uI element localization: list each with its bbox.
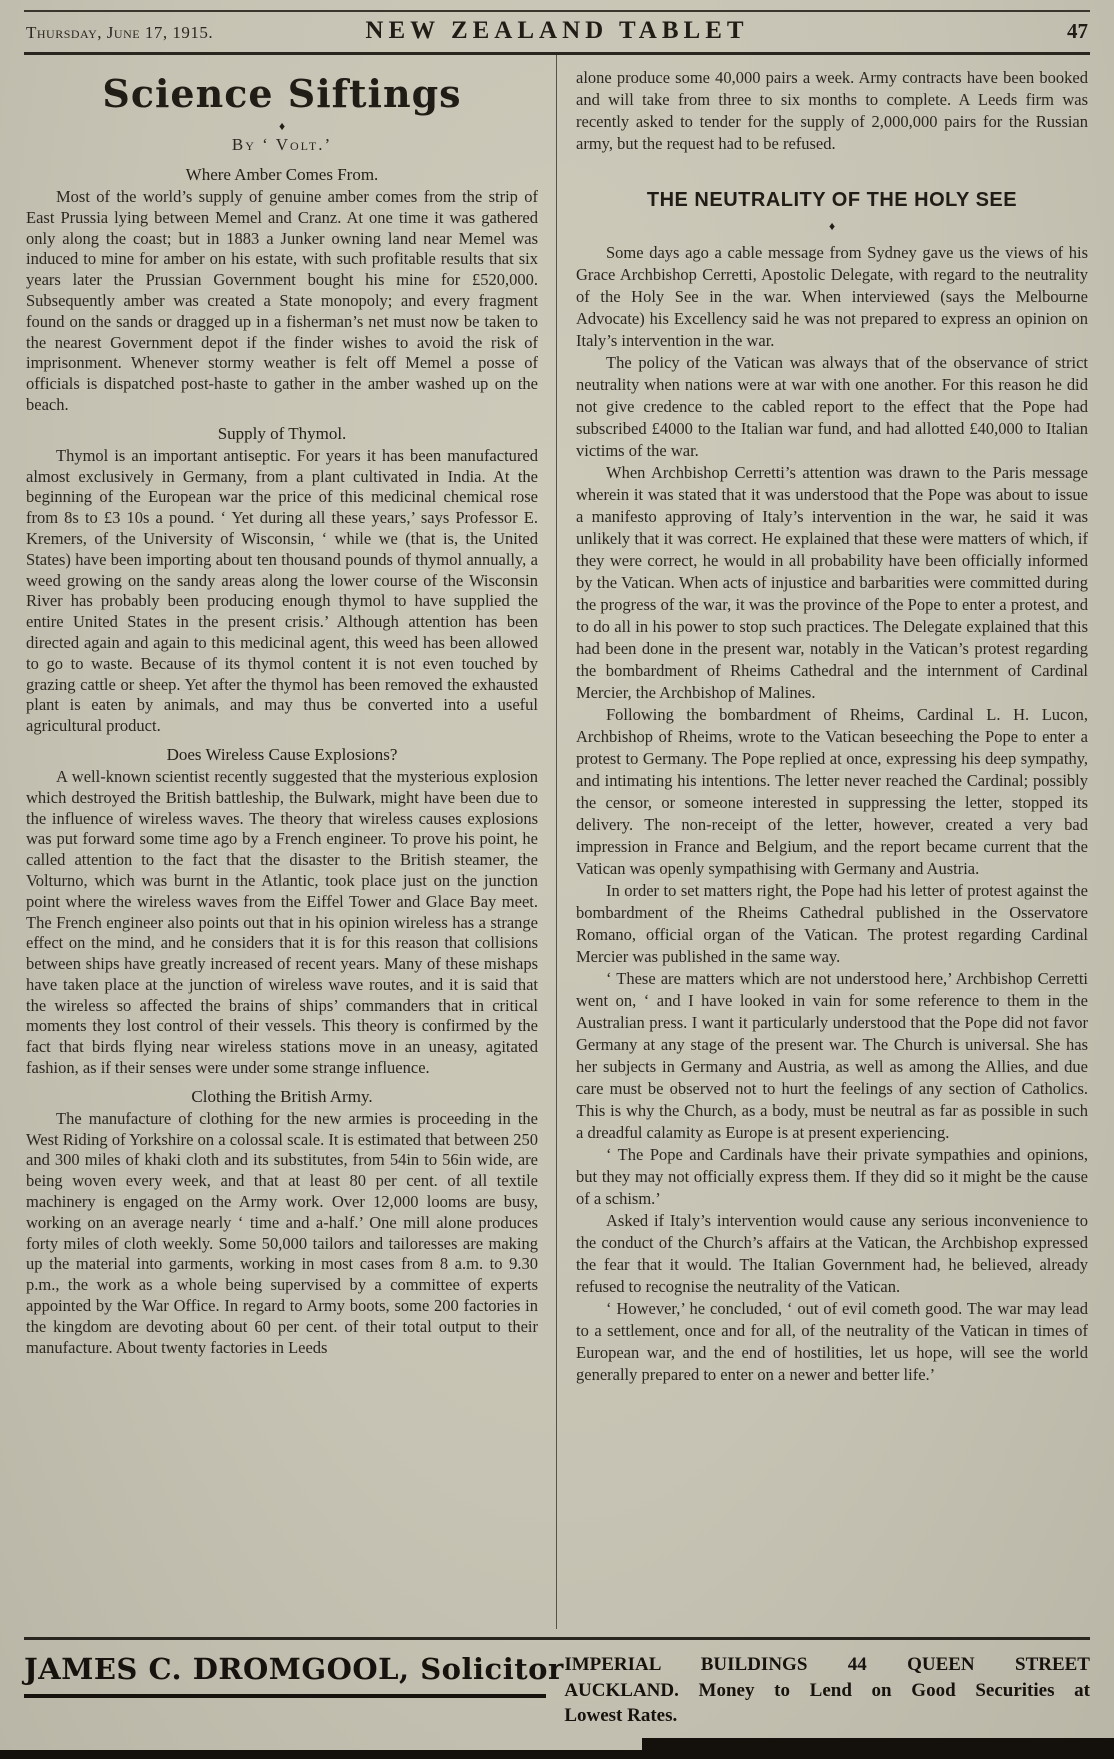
paragraph-neutrality-6: ‘ These are matters which are not understood here,’ Archbishop Cerretti went on, ‘ and I have looked in vain for some reference to them in the Australian press. I want it particularly understood that the Pope did not favor Germany at any stage of the present war. The Church is universal. She has her subjects in Germany and Austria, as well as among the Allies, and due care must be observed not to hurt the feelings of any section of Catholics. This is why the Church, as a body, must be neutral as far as possible in such a dreadful calamity as Europe is at present experiencing. [576,969,1088,1142]
address-line-3: Lowest Rates. [564,1705,678,1727]
right-column [556,55,1090,1629]
diamond-ornament-icon: ♦ [278,119,286,133]
section-heading-amber: Where Amber Comes From. [185,165,379,184]
paragraph-neutrality-7: ‘ The Pope and Cardinals have their private sympathies and opinions, but they may not officially express them. If they did so it might be the cause of a schism.’ [576,1145,1088,1208]
article-title-neutrality-holy-see: THE NEUTRALITY OF THE HOLY SEE [646,189,1018,211]
masthead [24,10,1090,55]
paragraph-amber: Most of the world’s supply of genuine amber comes from the strip of East Prussia lying between Memel and Cranz. At one time it was gathered only along the coast; but in 1883 a Junker owning land near Memel was induced to mine for amber on his estate, with such profitable results that six years later the Prussian Government bought his mine for £520,000. Subsequently amber was created a State monopoly; and every fragment found on the sands or dragged up in a fisherman’s net must now be taken to the nearest Government depot if the finder wishes to avoid the risk of imprisonment. Whenever stormy weather is felt off Memel a posse of officials is dispatched post-haste to gather in the amber washed up on the beach. [26,187,538,414]
page-columns [24,55,1090,1629]
advertiser-name: JAMES C. DROMGOOL, Solicitor [24,1652,546,1698]
newspaper-title: NEW ZEALAND TABLET [365,17,749,44]
section-heading-clothing: Clothing the British Army. [191,1086,373,1106]
scan-artifact-bar [0,1750,1114,1759]
paragraph-neutrality-1: Some days ago a cable message from Sydney gave us the views of his Grace Archbishop Cerretti, Apostolic Delegate, with regard to the neutrality of the Holy See in the war. When interviewed (says the Melbourne Advocate) his Excellency said he was not prepared to express an opinion on Italy’s intervention in the war. [576,243,1088,350]
address-line-2: AUCKLAND. Money to Lend on Good Securities at [564,1679,1090,1701]
address-line-1: IMPERIAL BUILDINGS 44 QUEEN STREET [564,1654,1090,1676]
byline-volt: By ‘ Volt.’ [231,135,333,154]
paragraph-thymol: Thymol is an important antiseptic. For years it has been manufactured almost exclusively in Germany, from a plant cultivated in India. At the beginning of the European war the price of this medicinal chemical rose from 8s to £3 10s a pound. ‘ Yet during all these years,’ says Professor E. Kremers, of the University of Wisconsin, ‘ while we (that is, the United States) have been importing about ten thousand pounds of thymol annually, a weed growing on the sandy areas along the lower course of the Wisconsin River has probably been producing enough thymol to have supplied the entire United States in the present crisis.’ Although attention has been directed again and again to this medicinal agent, this weed has been allowed to go to waste. Because of its thymol content it is not even touched by grazing cattle or sheep. Yet after the thymol has been removed the exhausted plant is eaten by animals, and may thus be converted into a useful agricultural product. [26,445,538,736]
paragraph-clothing: The manufacture of clothing for the new armies is proceeding in the West Riding of Yorkshire on a colossal scale. It is estimated that between 250 and 300 miles of khaki cloth and its substitutes, from 54in to 56in wide, are being woven every week, and that at least 80 per cent. of all textile machinery is engaged on the Army work. Over 12,000 looms are busy, working on an average nearly ‘ time and a-half.’ One mill alone produces forty miles of cloth weekly. Some 50,000 tailors and tailoresses are making up the material into garments, working in most cases from 8 a.m. to 9.30 p.m., the work as a whole being supervised by a committee of experts appointed by the War Office. In regard to Army boots, some 200 factories in the kingdom are devoting about 60 per cent. of their total output to their manufacture. About twenty factories in Leeds [26,1108,538,1357]
section-heading-wireless: Does Wireless Cause Explosions? [166,744,398,764]
paragraph-neutrality-2: The policy of the Vatican was always that of the observance of strict neutrality when nations were at war with one another. For this reason he did not give credence to the cabled report to the effect that the Pope had subscribed £4000 to the Italian war fund, and had allotted £40,000 to Italian victims of the war. [576,353,1088,460]
paragraph-wireless: A well-known scientist recently suggested that the mysterious explosion which destroyed the British battleship, the Bulwark, might have been due to the influence of wireless waves. The theory that wireless causes explosions was put forward some time ago by a French engineer. To prove his point, he called attention to the fact that the disaster to the British steamer, the Volturno, which was burnt in the Atlantic, took place just on the junction point where the wireless waves from the Eiffel Tower and Glace Bay meet. The French engineer also points out that in his opinion wireless has a strange effect on the mind, and he considers that it is for this reason that collisions between ships have greatly increased of recent years. Many of these mishaps have taken place at the junction of wireless wave routes, and it is said that the wireless so affected the brains of ships’ commanders that in critical moments they lost control of their vessels. This theory is confirmed by the fact that birds flying near wireless stations move in an uneasy, agitated fashion, as if their senses were under some strange influence. [26,766,538,1078]
diamond-ornament-icon: ♦ [828,219,836,233]
left-column [24,55,556,1629]
advertiser-address [546,1652,1090,1729]
footer-advertisement [24,1637,1090,1729]
paragraph-neutrality-8: Asked if Italy’s intervention would cause any serious inconvenience to the conduct of the Church’s affairs at the Vatican, the Archbishop expressed the fear that it would. The Italian Government had, he believed, already refused to recognise the neutrality of the Vatican. [576,1211,1088,1296]
paragraph-boots-continuation: alone produce some 40,000 pairs a week. Army contracts have been booked and will take from three to six months to complete. A Leeds firm was recently asked to tender for the supply of 2,000,000 pairs for the Russian army, but the request had to be refused. [576,68,1088,153]
paragraph-neutrality-5: In order to set matters right, the Pope had his letter of protest against the bombardment of the Rheims Cathedral published in the Osservatore Romano, official organ of the Vatican. The protest regarding Cardinal Mercier was published in the same way. [576,881,1088,966]
article-title-science-siftings: Science Siftings [102,71,462,116]
paragraph-neutrality-3: When Archbishop Cerretti’s attention was drawn to the Paris message wherein it was stated that it was understood that the Pope was about to issue a manifesto approving of Italy’s intervention in the war, he said it was unlikely that it was correct. He explained that these were matters of which, if they were correct, he would in all probability have been officially informed by the Vatican. When acts of injustice and barbarities were committed during the progress of the war, it was the province of the Pope to enter a protest, and to do all in his power to stop such practices. The Delegate explained that this had been done in the present war, notably in the Vatican’s protest regarding the bombardment of Rheims Cathedral and the internment of Cardinal Mercier, the Archbishop of Malines. [576,463,1088,702]
page-number: 47 [1067,19,1088,43]
paragraph-neutrality-4: Following the bombardment of Rheims, Cardinal L. H. Lucon, Archbishop of Rheims, wrote to the Vatican beseeching the Pope to enter a protest to Germany. The Pope replied at once, expressing his deep sympathy, and intimating his intentions. The letter never reached the Cardinal; possibly the censor, or someone interested in suppressing the letter, stopped its delivery. The non-receipt of the letter, however, created a very bad impression in France and Belgium, and the report became current that the Vatican was openly sympathising with Germany and Austria. [576,705,1088,878]
issue-date: Thursday, June 17, 1915. [26,23,214,42]
section-heading-thymol: Supply of Thymol. [217,423,347,443]
paragraph-neutrality-9: ‘ However,’ he concluded, ‘ out of evil cometh good. The war may lead to a settlement, once and for all, of the neutrality of the Vatican in times of European war, and the end of hostilities, let us hope, will see the world generally prepared to enter on a newer and better life.’ [576,1299,1088,1384]
